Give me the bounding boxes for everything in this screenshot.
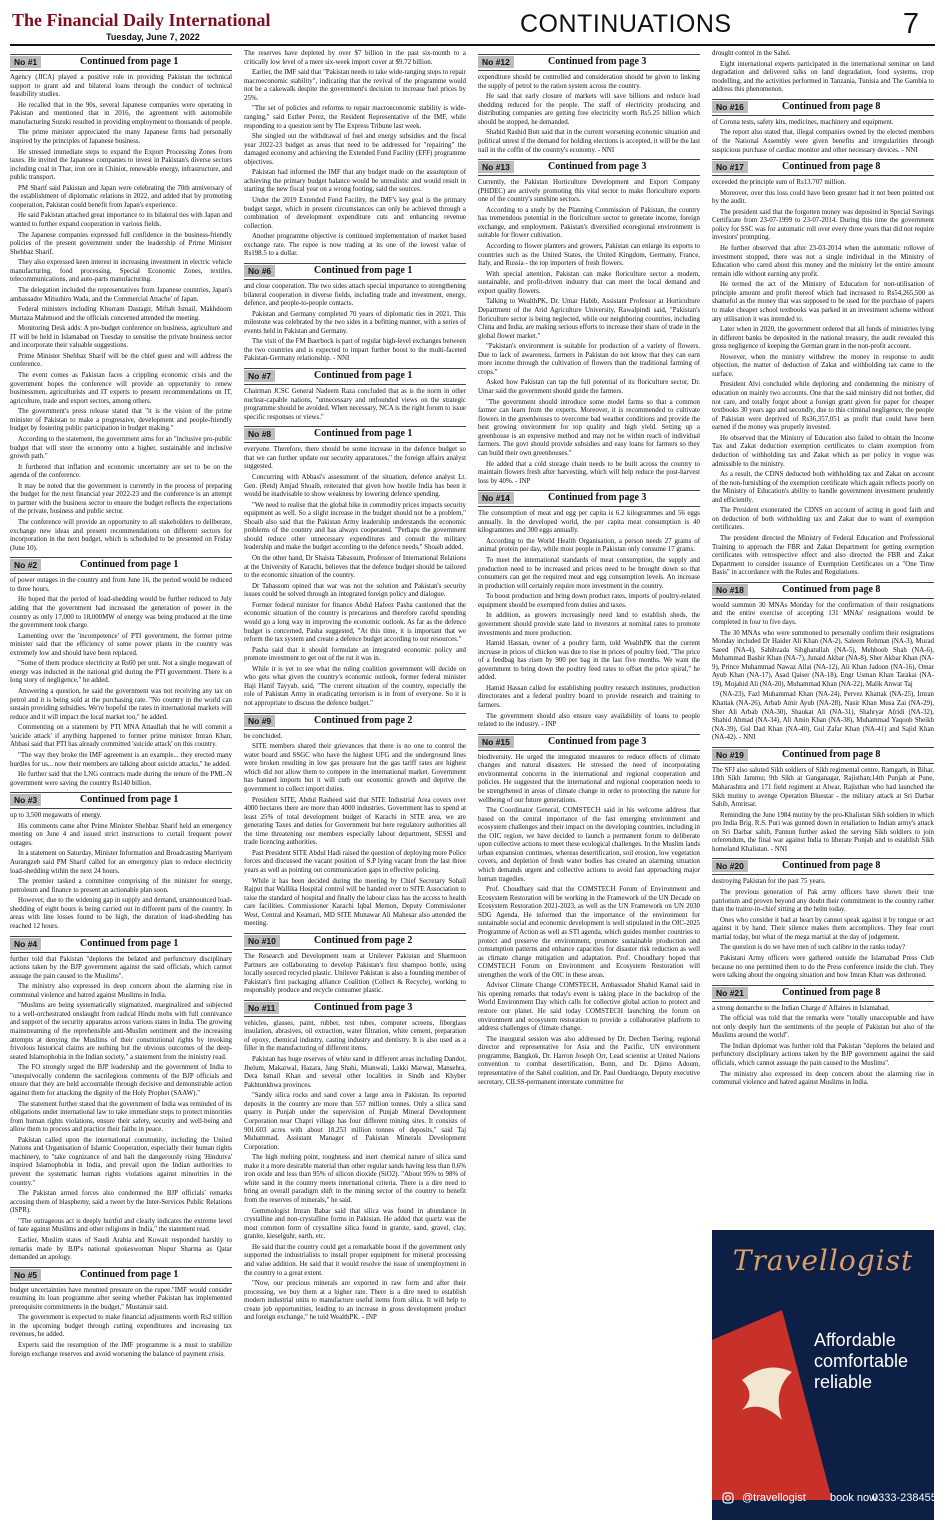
article-paragraph: exceeded the principle sum of Rs13.707 million. (712, 179, 846, 187)
article-paragraph: Lamenting over the 'incompetence' of PTI government, the former prime minister said that the efficiency of some power plants in the country was extremely low and should have been replaced. (10, 632, 232, 657)
article-paragraph: In addition, as growers increasingly need land to establish sheds, the government should provide state land to investors at nominal rates to promote investments and more production. (478, 612, 700, 637)
continuation-number: No #20 (712, 860, 748, 872)
article-paragraph: According to the statement, the government aims for an "inclusive pro-public budget that will steer the economy onto a higher, sustainable and inclusive growth path." (10, 435, 232, 461)
article-paragraph: of power outages in the country and from June 16, the period would be reduced to three hours. (10, 577, 232, 593)
column-1 (10, 50, 232, 1522)
continuation-number: No #15 (478, 736, 514, 748)
continuation-header (10, 792, 232, 809)
article-paragraph: "Pakistan's environment is suitable for production of a variety of flowers. Due to lack of awareness, farmers in Pakistan do not know that they can earn more income through the cultivation of flowers than the traditional farming of crops." (478, 343, 700, 376)
continued-from-label: Continued from page 3 (548, 161, 647, 173)
article-paragraph: The government should also ensure easy availability of loans to people related to the industry. - INP (478, 712, 700, 729)
continuation-section (10, 557, 232, 788)
article-paragraph: The government is expected to make financial adjustments worth Rs2 trillion in the upcoming budget through cutting expenditures and increasing tax revenues, he added. (10, 1314, 232, 1339)
continuation-number: No #13 (478, 161, 514, 173)
article-paragraph: "Sandy silica rocks and sand cover a large area in Pakistan. Its reported deposits in the country are more than 557 million tonnes. Only a silica sand quarry in Punjab under the supervision of Punjab Mineral Development Corporation near Chapri village has four different mining sites. It consists of 901.603 acres with about 18.253 million tonnes of deposits," said Taj Muhammad, Assistant Manager of Pakistan Minerals Development Corporation. (244, 1092, 466, 1151)
ad-brand-name: Travellogist (732, 1244, 914, 1277)
article-paragraph: They also expressed keen interest in increasing investment in electric vehicle manufacturing, food processing, Special Economic Zones, textiles, telecommunications, and auto-parts manufacturing. (10, 259, 232, 284)
continuation-header (10, 557, 232, 574)
article-paragraph: Asked how Pakistan can tap the full potential of its floriculture sector, Dr. Umar said the government should guide the farmers. (478, 379, 700, 395)
continuation-header (244, 1000, 466, 1017)
article-paragraph: He said that early closure of markets will save billions and reduce load shedding reduced for the people. The staff of electricity producing and distributing companies are getting free electricity worth Rs5.25 billion which should be stopped, he demanded. (478, 93, 700, 126)
continued-from-label: Continued from page 8 (782, 860, 881, 872)
continuation-header (712, 99, 934, 116)
continued-from-label: Continued from page 3 (314, 1001, 413, 1013)
ad-tagline-line: comfortable (814, 1351, 909, 1372)
article-paragraph: The SFJ also saluted Sikh soldiers of Sikh regimental centre, Ramgarh, in Bihar, 18th Sikh Jammu; 9th Sikh at Ganganagar, Rajisthan;14th Punjab at Pune, Maharashtra and 171 field regiment at Alwar, Rajisthan who had launched the Sikh mutiny to avenge Operation Bluestar - the military attack at Sri Darbar Sahib, Amritsar. (712, 766, 934, 809)
article-paragraph: Under the 2019 Extended Fund Facility, the IMF's key goal is the primary budget target, which in present circumstances can only be achieved through a combination of development expenditure cuts and enhancing revenue collection. (244, 197, 466, 230)
article-paragraph: Currently, the Pakistan Horticulture Development and Export Company (PHDEC) are actively promoting this vital sector to make floriculture exports one of the country's sunshine sectors. (478, 179, 700, 204)
continued-from-label: Continued from page 3 (548, 56, 647, 67)
continuation-section (478, 54, 700, 155)
continuation-header (712, 159, 934, 176)
article-paragraph: He recalled that in the 90s, several Japanese companies were operating in Pakistan and mentioned that in 2016, the agreement with automobile manufacturing Suzuki resulted in providing employment to thousands of people. (10, 101, 232, 126)
article-paragraph: of Corona tests, safety kits, medicines, machinery and equipment. (712, 118, 894, 126)
travellogist-advertisement[interactable] (712, 1230, 943, 1520)
article-paragraph: The conference will provide an opportunity to all stakeholders to deliberate, exchange new ideas and present recommendations on different sectors for incorporation in the next budget, which is scheduled to be presented on Friday (June 10). (10, 519, 232, 552)
article-paragraph: further told that Pakistan "deplores the belated and perfunctory disciplinary actions taken by the BJP government against the said officials, which cannot assuage the pain caused to the Muslims". (10, 955, 232, 980)
article-paragraph: According to a study by the Planning Commission of Pakistan, the country has tremendous potential in the floriculture sector to generate income, foreign exchange, and employment. Pakistan's diversified ecoregional environment is suitable for flower cultivation. (478, 206, 700, 240)
article-paragraph: The event comes as Pakistan faces a crippling economic crisis and the government hopes the conference will provide an opportunity to renew businessmen, agriculturists and IT experts to present recommendations on IT, agriculture, trade and export sectors, among others. (10, 372, 232, 405)
continued-from-label: Continued from page 1 (80, 794, 179, 806)
article-paragraph: budget uncertainties have mounted pressure on the rupee."IMF would consider resuming its loan programme after seeing whether Pakistan has implemented prerequisite commitments in the budget," Mustansir said. (10, 1286, 232, 1311)
continuation-number: No #5 (10, 1269, 41, 1281)
article-paragraph: Ones who consider it bad at heart by cannot speak against it by tongue or act against it by hand. Their silence makes them accomplices. They fear court martial today, but what of the mega martial at the day of judgement. (712, 916, 934, 941)
article-paragraph: The statement further stated that the government of India was reminded of its obligations under international law to take immediate steps to protect minorities from human rights violations, ensure their safety, security and well-being and allow them to process and practice their faiths in peace. (10, 1100, 232, 1134)
article-paragraph: The 30 MNAs who were summoned to personally confirm their resignations Monday included Dr Haider Ali Khan (NA-2), Saleem Rehman (NA-3), Murad Saeed (NA-4), Sahibzada Sibghatullah (NA-5), Mehboob Shah (NA-6), Muhammad Bashir Khan (NA-7), Junaid Akbar (NA-8), Sher Akbar Khan (NA-9), Prince Muhammad Nawaz Allai (NA-12), Ali Khan Jadoon (NA-16), Omar Ayub Khan (NA-17), Asad Qaiser (NA-18), Engr Usman Khan Tarakai (NA-19), Mujahid Ali (NA-20), Muhammad Khan (NA-22), Malik Anwar Taj (712, 629, 934, 688)
article-paragraph: The question is do we have men of such calibre in the ranks today? (720, 944, 906, 952)
continuation-header (712, 858, 934, 875)
article-paragraph: Experts said the resumption of the IMF programme is a must to stabilize foreign exchange reserves and avoid worsening the balance of payment crisis. (10, 1342, 232, 1358)
continued-from-label: Continued from page 1 (80, 559, 179, 571)
article-paragraph: He said Pakistan attached great importance to its bilateral ties with Japan and wanted to further expand cooperation in various fields. (10, 212, 232, 228)
masthead (10, 8, 935, 42)
continuation-number: No #14 (478, 492, 514, 504)
article-paragraph: drought control in the Sahel. (712, 50, 791, 57)
article-paragraph: Hamid Hassan called for establishing poultry research institutes, production directorates and a federal poultry board to provide research and training to farmers. (478, 684, 700, 709)
article-paragraph: Eight international experts participated in the international seminar on land degradation and delivered talks on land degradation, food systems, crop modelling, and the activities performed in Tanzania, Tunisia and The Gambia to address this phenomenon. (712, 60, 934, 94)
continuation-section (244, 933, 466, 996)
article-paragraph: The Research and Development team at Unilever Pakistan and Sharmoon Partners are collaborating to develop Pakistan's first shampoo bottle, using locally sourced recycled plastic. Unilever Pakistan is also a founding member of Pakistan's first packaging alliance Coalition (Collect & Recycle), working to responsibly produce and recycle consumer plastic. (244, 952, 466, 995)
continuation-header (712, 747, 934, 764)
article-paragraph: However, due to the widening gap in supply and demand, unannounced load-shedding of eight hours is being carried out in different parts of the country. In areas with line losses found to be high, the duration of load-shedding has reached 12 hours. (10, 897, 232, 930)
article-paragraph: The Indian diplomat was further told that Pakistan "deplores the belated and perfunctory disciplinary actions taken by the BJP government against the said officials, which cannot assuage the pain caused to the Muslims". (712, 1042, 934, 1067)
article-paragraph: Concurring with Abbasi's assessment of the situation, defence analyst Lt. Gen. (Retd) Amjad Shoaib, reiterated that given how hostile India has been it would be inadvisable to show weakness by lowering defence spending. (244, 473, 466, 499)
continuation-section (478, 490, 700, 730)
continuation-number: No #19 (712, 749, 748, 761)
issue-date: Tuesday, June 7, 2022 (106, 32, 200, 42)
article-paragraph: PM Sharif said Pakistan and Japan were celebrating the 70th anniversary of the establishment of diplomatic relations in 2022, and added that by promoting cooperation, Pakistan could benefit from Japan's experience. (10, 184, 232, 209)
continuation-number: No #11 (244, 1002, 279, 1014)
article-paragraph: Former federal minister for finance Abdul Hafeez Pasha cautioned that the economic situation of the country is precarious and therefore careful spending would go a long way in improving the economic outlook. As far as the defence budget is concerned, Pasha suggested, "At this time, it is important that we reform the tax system and create a defence budget according to our resources." (244, 601, 466, 644)
article-paragraph: In a statement on Saturday, Minister Information and Broadcasting Marriyum Aurangzeb said PM Sharif called for an emergency plan to reduce electricity load-shedding within the next 24 hours. (10, 850, 232, 875)
article-paragraph: up to 3,500 megawatts of energy. (10, 812, 102, 820)
article-paragraph: The visit of the FM Baerbock is part of regular high-level exchanges between the two countries and is expected to impart further boost to the multi-faceted Pakistan-Germany relationship. - NNI (244, 338, 466, 363)
article-paragraph: The Japanese companies expressed full confidence in the business-friendly policies of the present government under the leadership of Prime Minister Shehbaz Sharif. (10, 231, 232, 256)
article-paragraph: "The outrageous act is deeply hurtful and clearly indicates the extreme level of hate against Muslims and other religions in India," the statement read. (10, 1217, 232, 1234)
article-paragraph: Reminding the June 1984 mutiny by the pro-Khalistan Sikh soldiers in which pro India Brig. R.S. Puri was gunned down in retaliation to Indian army's attack on Sri Darbar sahib, Pannun further asked the serving Sikh soldiers to join referendum, the final war against India to liberate Punjab and to establish Sikh homeland Khalistan. - NNI (712, 811, 934, 853)
article-paragraph: Later when in 2020, the government ordered that all funds of ministries lying in different banks be deposited in the national treasury, the audit revealed this gross negligence of keeping the German grant in the non-profit account. (712, 326, 934, 351)
article-paragraph: While it is yet to see what the ruling coalition government will decide on who gets what given the country's economic outlook, former federal minister Haji Hanif Tayyab, said, "The current situation of the country, especially the role of Pakistan Army in eradicating terrorism is in front of everyone. So it is not appropriate to discuss the defence budget." (244, 665, 466, 707)
article-paragraph: Chairman JCSC General Nadeem Raza concluded that as is the norm in other nuclear-capable nations, "unnecessary and unfounded views on the strategic programme should be avoided. When necessary, NCA is the right forum to issue specific responses or views." (244, 388, 466, 421)
article-paragraph: Past President SITE Abdul Hadi raised the question of deploying more Police forces and discussed the vacant position of S.P lying vacant from the last three years as well as pointing out communication gaps in effective policing. (244, 849, 466, 874)
continuation-number: No #1 (10, 56, 41, 68)
article-paragraph: She singled out the withdrawal of fuel and energy subsidies and the fiscal year 2022-23 budget as areas that need to be addressed for "repairing" the damaged economy and achieving the Extended Fund Facility (EFF) programme objectives. (244, 133, 466, 166)
article-paragraph: The ministry also expressed its deep concern about the alarming rise in communal violence and hatred against Muslims in India. (712, 1070, 934, 1087)
continued-from-label: Continued from page 3 (548, 492, 647, 504)
continuation-section (244, 368, 466, 422)
continuation-number: No #17 (712, 161, 748, 173)
continued-from-label: Continued from page 8 (782, 986, 881, 998)
column-2 (244, 50, 466, 1522)
column-3 (478, 50, 700, 1522)
article-columns (10, 50, 943, 1522)
article-paragraph: "We need to realise that the global hike in commodity prices impacts security equipment as well. So a slight increase in the budget should not be a problem," Shoaib also said that the Pakistan Army leadership understands the economic problems of the country and has always cooperated. "Perhaps the government should reduce other unnecessary expenditures and consult the military leadership and make the budget according to the defence needs," Shoaib added. (244, 501, 466, 552)
continuation-number: No #3 (10, 794, 41, 806)
article-paragraph: While it has been decided during the meeting by Chief Secretary Sohail Rajput that Wallika Hospital control will be handed over to SITE Association to raise the standard of hospital and finally the labour class has the access to health care facilities. Commissioner Karachi Iqbal Memon, Deputy Commissioner West, Central and Keamari, MD SITE Munawar Ali Mahesar also attended the meeting. (244, 877, 466, 928)
continuation-number: No #18 (712, 584, 748, 596)
article-paragraph: Pakistan called upon the international community, including the United Nations and Organisation of Islamic Cooperation, especially their human rights machinery, to "take cognizance of and halt the dangerously rising 'Hindutva' inspired Islamophobia in India, and prevail upon the Indian authorities to prevent the systematic human rights violations against minorities in the country." (10, 1136, 232, 1187)
continuation-section (10, 936, 232, 1263)
continuation-number: No #12 (478, 56, 514, 68)
article-paragraph: To boost production and bring down product rates, imports of poultry-related equipment should be exempted from duties and taxes. (478, 593, 700, 609)
continuation-number: No #9 (244, 715, 275, 727)
article-paragraph: "Some of them produce electricity at Rs60 per unit. Not a single megawatt of energy was inducted in the national grid during the PTI government. There is a long story of negligence," he added. (10, 660, 232, 685)
ad-social-handle[interactable]: @travellogist (742, 1492, 806, 1504)
instagram-icon (722, 1492, 734, 1504)
continuation-section (712, 99, 934, 155)
continued-from-label: Continued from page 8 (782, 583, 881, 595)
article-paragraph: On the other hand, Dr Shaista Tabassum, Professor of International Relations at the University of Karachi, believes that the defence budget should be tailored to the economic situation of the country. (244, 555, 466, 580)
article-paragraph: Hamid Hassan, owner of a poultry farm, told WealthPK that the current increase in prices of chicken was due to rise in prices of poultry feed. "The price of a feedbag has risen by 900 per bag in the last five months. We want the government to bring down the poultry feed rates to offset the price spiral," he added. (478, 640, 700, 682)
article-paragraph: expenditure should be controlled and consideration should be given to linking the supply of petrol to the ration system across the country. (478, 74, 700, 90)
article-paragraph: He observed that the Ministry of Education also failed to obtain the Income Tax and Zakat deduction exemption certificates to claim exemption from deduction of withholding tax and Zakat which as per policy in vogue was admissible to the ministry. (712, 434, 934, 468)
continued-from-label: Continued from page 1 (80, 56, 179, 67)
continuation-number: No #21 (712, 987, 748, 999)
article-paragraph: President SITE, Abdul Rasheed said that SITE Industrial Area covers over 4000 hectares there are more than 4000 industries. Government has to spend at least 25% of total development budget of Karachi in SITE area, we are generating Taxes and duties for Government but here regulatory authorities all the time threatening our members especially labour department, SESSI and trade licencing authorities. (244, 796, 466, 847)
article-paragraph: The Coordinator General, COMSTECH said in his welcome address that based on the central importance of the fast emerging environment and ecosystem challenges and their impact on the developing countries, including in the OIC region, we have decided to launch a permanent forum to deliberate upon collective actions to meet these ecological challenges. In the Muslim lands urban expansion continues, whereas desertification, soil erosion, low vegetation covers, and depletion of fresh water bodies has created an alarming situation which demands urgent and collective actions to avoid fast approaching major human tragedies. (478, 807, 700, 883)
article-paragraph: The Pakistan armed forces also condemned the BJP officials' remarks accusing them of blasphemy, said a tweet by the Inter-Services Public Relations (ISPR). (10, 1190, 232, 1215)
continued-from-label: Continued from page 1 (80, 1268, 179, 1280)
article-paragraph: would summon 30 MNAs Monday for the confirmation of their resignations and the entire exercise of accepting 131 MNAs' resignations would be completed in four to five days. (712, 601, 934, 626)
article-paragraph: According to flower planters and growers, Pakistan can enlarge its exports to countries such as the United States, the United Kingdom, Germany, France, Italy, and Russia - the top importers of fresh flowers. (478, 243, 700, 268)
continuation-header (10, 936, 232, 953)
continuation-section (244, 1000, 466, 1323)
continued-from-label: Continued from page 8 (782, 100, 881, 112)
continuation-section (478, 734, 700, 1087)
continuation-header (712, 985, 934, 1002)
article-paragraph: The inaugural session was also addressed by Dr. Dechen Tsering, regional director and representative for Asia and the Pacific, UN environment programme, Bangkok, Dr. Harron Joseph Orr, Lead scientist at United Nations convention to combat desertification, Bonn, and Dr. Djimo Adoum, representative of the Sahel coalition, and Dr. Paul Ouedraogo, Deputy executive secretary, CILSS-permanent interstate committee for (478, 1035, 700, 1086)
article-paragraph: He said that the country could get a remarkable boost if the government only supported the industrialists to install proper equipment for mineral processing and value addition. He said that it would resolve the issue of unemployment in the country to a great extent. (244, 1243, 466, 1277)
ad-tagline-line: reliable (814, 1372, 873, 1393)
continuation-header (478, 159, 700, 176)
article-paragraph: Earlier, Muslim states of Saudi Arabia and Kuwait responded harshly to remarks made by BJP's national spokeswoman Nupur Sharma as Qatar demanded an apology. (10, 1236, 232, 1262)
continuation-section (712, 159, 934, 578)
article-paragraph: Pakistan and Germany completed 70 years of diplomatic ties in 2021. This milestone was celebrated by the two sides in a befitting manner, with a series of events held in Pakistan and Germany. (244, 310, 466, 335)
article-paragraph: He added that a cold storage chain needs to be built across the country to maintain flowers fresh after harvesting, which will help reduce the post-harvest loss by 40%. - INP (478, 460, 700, 485)
article-paragraph: The delegation included the representatives from Japanese countries, Japan's ambassador Mitsuhiro Wada, and the Commercial Attache' of Japan. (10, 286, 232, 303)
continued-from-label: Continued from page 1 (314, 264, 413, 276)
continuation-header (244, 368, 466, 385)
continuation-section (244, 50, 466, 259)
continuation-header (244, 426, 466, 443)
article-paragraph: Monitoring Desk adds: A pre-budget conference on business, agriculture and IT will be held in Islamabad on Tuesday to sensitise the private business sector and incorporate their valuable suggestions. (10, 325, 232, 350)
article-paragraph: everyone. Therefore, there should be some increase in the defence budget so that we can further update our security apparatuses," the foreign affairs analyst suggested. (244, 446, 466, 471)
article-paragraph: The reserves have depleted by over $7 billion in the past six-month to a critically low level of a mere six-week import cover at $9.72 billion. (244, 50, 466, 66)
continuation-section (712, 50, 934, 95)
continued-from-label: Continued from page 2 (314, 714, 413, 726)
ad-tagline (814, 1330, 932, 1394)
article-paragraph: With special attention, Pakistan can make floriculture sector a modern, sustainable, and profit-driven industry that can meet the local demand and export quality flowers. (478, 270, 700, 295)
article-paragraph: The FO strongly urged the BJP leadership and the government of India to "unequivocally condemn the sacrilegious comments of the BJP officials and ensure that they are held accountable through decisive and demonstrable action against them for attacking the dignity of the Holy Prophet (SAAW)." (10, 1064, 232, 1097)
article-paragraph: biodiversity. He urged the integrated measures to reduce effects of climate changes and natural disasters. He stressed the need of incorporating environmental concerns in the international and regional cooperation and policies. He suggested that the international and regional cooperation needs to be strengthened in areas of climate change in order to protecting the nature for wellbeing of our future generations. (478, 753, 700, 804)
article-paragraph: Talking to WealthPK, Dr. Umar Habib, Assistant Professor at Horticulture Department of the Arid Agriculture University, Rawalpindi said, "Pakistan's floriculture sector is being neglected, while our neighboring countries, including China and India, are making serious efforts to increase their share of trade in the global flower market." (478, 298, 700, 340)
page-number: 7 (902, 8, 919, 40)
article-paragraph: The official was told that the remarks were "totally unacceptable and have not only deeply hurt the sentiments of the people of Pakistan but also of the Muslims around the world". (712, 1015, 934, 1040)
article-paragraph: Agency (JICA) played a positive role in providing Pakistan the technical support to grant aid and bilateral loans through the conduct of technical feasibility studies. (10, 74, 232, 99)
article-paragraph: President Alvi concluded while deploring and condemning the ministry of education on mainly two accounts. One that the said ministry did not bother, did not care, and totally forgot about a foreign grant given for paper for cheaper textbooks 30 years ago and secondly, due to this criminal negligence, the people of Pakistan were deprived of Rs36,357,051 as profit that could have been earned if the money was properly invested. (712, 381, 934, 432)
continued-from-label: Continued from page 1 (314, 370, 413, 381)
article-paragraph: Another programme objective is continued implementation of market based exchange rate. The rupee is now trading at its one of the lowest value of Rs198.5 to a dollar. (244, 233, 466, 258)
article-paragraph: "The government should introduce some model farms so that a common farmer can learn from the experts. Moreover, it is recommended to cultivate flowers in the greenhouses to overcome bad weather conditions and provide the best growing environment for top quality and high yield. Setting up a greenhouse is an expensive method and may not be within reach of individual farmers. The govt should provide subsidies and easy loans for farmers so they can build their own greenhouses." (478, 398, 700, 457)
article-paragraph: Pakistan has huge reserves of white sand in different areas including Dandot, Jhelum, Makarwal, Hazara, Jang Shahi, Mianwali, Lakki Marwat, Mansehra, Dera Ismail Khan and several other localities in Sindh and Khyber Pakhtunkhwa provinces. (244, 1056, 466, 1089)
masthead-rule (10, 44, 935, 46)
article-paragraph: He further observed that after 23-03-2014 when the automatic rollover of investment stopped, there was not a single individual in the Ministry of Education who cared about this money and the ministry let the entire amount remain idle without earning any profit. (712, 245, 934, 278)
article-paragraph: As a result, the CDNS deducted both withholding tax and Zakat on account of the non-furnishing of the exemption certificate which again reflects poorly on the Ministry of Education's ability to handle government investment prudently and efficiently. (712, 471, 934, 504)
continuation-header (10, 1267, 232, 1284)
continued-from-label: Continued from page 8 (782, 748, 881, 760)
article-paragraph: The report also stated that, illegal companies owned by the elected members of the National Assembly were given benefits and irregularities through suspicious purchase of cardiac monitor and other necessary devices. - NNI (712, 129, 934, 154)
article-paragraph: Prof. Choudhary said that the COMSTECH Forum of Environment and Ecosystem Restoration will be working in the Framework of the UN Decade on Ecosystem Restoration 2021-2023, as well as the UN Framework on UN 2030 SDG Agenda. He informed that the importance of the environment for sustainable social and economic development is well stipulated in the OIC-2025 Programme of Action as well as STI agenda, which guides member countries to protect and preserve the environment, promote sustainable production and consumption patterns and enhance capacities for disaster risk reduction as well as climate change mitigation and adaptation. Prof. Choudhary hoped that COMSTECH Forum on Environment and Ecosystem Restoration will strengthen the work of the OIC in these areas. (478, 886, 700, 979)
article-paragraph: The premier tasked a committee comprising of the minister for energy, petroleum and finance to present an actionable plan soon. (10, 878, 232, 894)
continuation-number: No #10 (244, 935, 280, 947)
article-paragraph: The previous generation of Pak army officers have shown their true patriotism and proven beyond any doubt their commitment to the country rather than the traitor-in-chief sitting at the helm today. (712, 889, 934, 914)
continuation-section (712, 858, 934, 980)
continuation-header (478, 54, 700, 71)
continued-from-label: Continued from page 8 (782, 161, 881, 173)
continuation-number: No #7 (244, 370, 275, 382)
article-paragraph: Gemmologist Imran Babar said that silica was found in abundance in crystalline and non-crystalline forms in Pakistan. He added that quartz was the most common form of crystalline silica found in granite, sand, gravel, clay, granite, kieselguhr, earth, etc. (244, 1207, 466, 1241)
continuation-header (10, 54, 232, 71)
article-paragraph: Commenting on a statement by PTI MNA Attaullah that he will commit a 'suicide attack' if anything happened to former prime minister Imran Khan, Abbasi said that PTI has already committed 'suicide attack' on this country. (10, 724, 232, 749)
article-paragraph: vehicles, glasses, paint, rubber, test tubes, computer screens, fiberglass insulation, abrasives, oil extraction, water filtration, white cement, preparation of epoxy, chemical industry, casting industry and dentistry. It is also used as a filler in the manufacturing of different items. (244, 1019, 466, 1053)
article-paragraph: Federal ministers including Khurram Dastagir, Miftah Ismail, Makhdoom Murtaza Mahmood and the officials concerned attended the meeting. (10, 306, 232, 322)
continuation-header (244, 933, 466, 950)
continuation-section (244, 426, 466, 708)
continuation-section (478, 159, 700, 486)
article-paragraph: The president said that the forgotten money was deposited in Special Savings Certificate from 23-07-1999 to 23-07-2014. During this time the government policy for SSC was for automatic roll over every three years that did not require investors' prompting. (712, 208, 934, 242)
continuation-number: No #4 (10, 938, 41, 950)
article-paragraph: a strong demarche to the Indian Charge d' Affaires in Islamabad. (712, 1004, 890, 1012)
article-paragraph: He hoped that the period of load-shedding would be further reduced to July adding that the government had increased the generation of power in the country as only 17,000 to 18,000MW of energy was being produced at the time the government took charge. (10, 596, 232, 630)
ad-tagline-line: Affordable (814, 1330, 896, 1350)
continued-from-label: Continued from page 1 (80, 937, 179, 949)
article-paragraph: "Muslims are being systematically stigmatized, marginalized and subjected to a well-orchestrated onslaught from radical Hindu mobs with full connivance and support of the security apparatus across various states in India. The growing mainstreaming of the reprehensible anti-Muslim sentiment and the increasing attempts at denying the Muslims of their constitutional rights by invoking frivolous historical claims are nothing but the obvious outcomes of the deep-seated Islamophobia in the Indian society," a statement from the ministry read. (10, 1002, 232, 1061)
article-paragraph: It furthered that inflation and economic uncertainty are set to be on the agenda of the conference. (10, 463, 232, 480)
article-paragraph: The high melting point, toughness and inert chemical nature of silica sand make it a more desirable material than other regular sands having less than 0.6% iron oxide and less than 95% of silicon dioxide (SiO2). "About 95% to 98% of white sand in the country meets international criteria. There is a dire need to bring an overall paradigm shift in the mining sector of the country to benefit from the reserves of minerals," he said. (244, 1154, 466, 1204)
continuation-number: No #6 (244, 265, 275, 277)
continuation-number: No #2 (10, 559, 41, 571)
continued-from-label: Continued from page 3 (548, 735, 647, 747)
article-paragraph: The president directed the Ministry of Federal Education and Professional Training to approach the FBR and Zakat Department for getting exemption certificates with retrospective effect and also directed the FBR and Zakat Department to consider issuance of Exemption Certificates on a "One Time Basis" in accordance with the Rules and Regulations. (712, 535, 934, 577)
continuation-section (244, 713, 466, 929)
continued-from-label: Continued from page 2 (314, 934, 413, 946)
article-paragraph: be concluded. (244, 732, 283, 740)
article-paragraph: (NA-23), Fazl Muhammad Khan (NA-24), Pervez Khattak (NA-25), Imran Khattak (NA-26), Arbab Amir Ayub (NA-28), Nasir Khan Musa Zai (NA-29), Sher Ali Arbab (NA-30), Shaukat Ali (NA-31), Shahryar Afridi (NA-32), Shahid Ahmad (NA-34), Ali Amin Khan (NA-38), Muhammad Yaqoob Sheikh (NA-39), Gul Dad Khan (NA-40), Gul Zafar Khan (NA-41) and Sajid Khan (NA-42). - NNI (712, 691, 934, 742)
article-paragraph: "The way they broke the IMF agreement is an example... they erected many hurdles for us... now their members are talking about suicide attacks," he added. (10, 751, 232, 768)
continuation-header (244, 713, 466, 730)
continuation-section (712, 582, 934, 743)
continuation-header (712, 582, 934, 599)
article-paragraph: "The set of policies and reforms to repair macroeconomic stability is wide-ranging," said Esther Perez, the Resident Representative of the IMF, while responding to a question sent by The Express Tribune last week. (244, 105, 466, 130)
article-paragraph: It may be noted that the government is currently in the process of preparing the budget for the next financial year 2022-23 and the conference is an attempt to partner with the business sector to ensure the budget reflects the expectations of the private, business and public sector. (10, 482, 232, 516)
article-paragraph: According to the World Health Organisation, a person needs 27 grams of animal protein per day, while most people in Pakistan only consume 17 grams. (478, 537, 700, 554)
continuation-header (478, 734, 700, 751)
article-paragraph: and close cooperation. The two sides attach special importance to strengthening bilateral cooperation in diverse fields, including trade and investment, energy, defence, and people-to-people contacts. (244, 282, 466, 308)
continuation-header (244, 263, 466, 280)
article-paragraph: He termed the act of the Ministry of Education for non-utilisation of principle amount and profit thereof which had increased to Rs54,265,500 as shameful as the money that was supposed to be used for the purchase of papers to make cheaper school textbooks was parked in an investment scheme without any utilisation it was intended to. (712, 281, 934, 323)
continuation-number: No #8 (244, 428, 275, 440)
continuation-section (10, 792, 232, 931)
continuation-number: No #16 (712, 101, 748, 113)
continuation-section (10, 54, 232, 553)
article-paragraph: SITE members shared their grievances that there is no one to control the water board and SSGC who have the highest UFG and the underground lines were broken resulting in low gas pressure but the gas tariff rates are highest which did not allow them to compete in the international market. Government has banned imports but it will curb our economic growth and deprive the government to collect import duties. (244, 743, 466, 793)
article-paragraph: His comments came after Prime Minister Shehbaz Sharif held an emergency meeting on June 4 and issued strict instructions to curtail frequent power outages. (10, 822, 232, 847)
article-paragraph: The ministry also expressed its deep concern about the alarming rise in communal violence and hatred against Muslims in India. (10, 983, 232, 999)
article-paragraph: Earlier, the IMF said that "Pakistan needs to take wide-ranging steps to repair macroeconomic stability", indicating that the revival of the programme would not be a cakewalk despite the government's decision to increase fuel prices by 25%. (244, 69, 466, 102)
article-paragraph: He further said that the LNG contracts made during the tenure of the PML-N government were saving the country Rs140 billion. (10, 771, 232, 787)
ad-book-now[interactable]: book now (830, 1492, 878, 1504)
article-paragraph: Advisor Climate Change COMSTECH, Ambassador Shahid Kamal said in his opening remarks that today's event is taking place in the backdrop of the World Environment Day which calls for collective global action to protect and restore our planet. He said today COMSTECH launching the forum on environment and ecosystem restoration to provide a collaborative platform to address challenges of climate change. (478, 982, 700, 1033)
ad-phone-number[interactable]: 0333-2384550 (872, 1492, 943, 1504)
continuation-header (478, 490, 700, 507)
continuation-section (10, 1267, 232, 1360)
article-paragraph: The President exonerated the CDNS on account of acting in good faith and on deduction of both withholding tax and Zakat due to want of exemption certificates. (712, 507, 934, 532)
article-paragraph: Moreover, over this loss could have been greater had it not been pointed out by the audit. (712, 189, 934, 206)
article-paragraph: He stressed immediate steps to expand the Export Processing Zones from taxes. He invited the Japanese companies to invest in Pakistan's diverse sectors including coal in Thar, iron ore in Chiniot, renewable energy, infrastructure, and public transport. (10, 148, 232, 182)
continuation-section (712, 985, 934, 1088)
article-paragraph: The consumption of meat and egg per capita is 6.2 kilogrammes and 56 eggs annually. In the developed world, the per capita meat consumption is 40 kilogrammes and 300 eggs annually. (478, 510, 700, 535)
paper-name: The Financial Daily International (12, 10, 271, 30)
continuation-section (244, 263, 466, 364)
article-paragraph: Answering a question, he said the government was not receiving any tax on petrol and it is being sold at the purchasing rate. "No country in the world can sustain providing subsidies. We're hopeful the rates in international markets will reduce and it will impact the local market too," he added. (10, 688, 232, 721)
article-paragraph: Dr Tabassum opined that war was not the solution and Pakistan's security issues could be solved through an integrated foreign policy and dialogue. (244, 582, 466, 599)
article-paragraph: However, when the ministry withdrew the money in response to audit objection, the matter of deduction of Zakat and withholding tax came to the surface. (712, 353, 934, 378)
article-paragraph: Prime Minister Shehbaz Sharif will be the chief guest and will address the conference. (10, 352, 232, 369)
article-paragraph: The government's press release stated that "it is the vision of the prime minister of Pakistan to make a progressive, development and people-friendly budget by fostering public participation in budget making." (10, 408, 232, 433)
section-title: CONTINUATIONS (520, 10, 732, 38)
article-paragraph: Pakistani Army officers were gathered outside the Islamabad Press Club because no one permitted them to do the Press conference inside the club. They were talking about the ongoing situation and how Imran Khan was dethroned. (712, 954, 934, 980)
article-paragraph: Pakistan had informed the IMF that any budget made on the assumption of achieving the primary budget balance would be unrealistic and would result in starting the new fiscal year on a wrong footing, said the sources. (244, 169, 466, 194)
continued-from-label: Continued from page 1 (314, 428, 413, 440)
continuation-section (712, 747, 934, 855)
article-paragraph: Pasha said that it should formulate an integrated economic policy and promote investment to get out of the rut it was in. (244, 646, 466, 663)
article-paragraph: destroying Pakistan for the past 75 years. (712, 878, 826, 886)
article-paragraph: The prime minister appreciated the many Japanese firms had personally inspired by the principles of Japanese business. (10, 129, 232, 145)
article-paragraph: "Now, our precious minerals are exported in raw form and after their processing, we buy them at a higher rate. There is a dire need to establish modern industrial units to manufacture useful items from silica. It will help to create job opportunities, leading to an increase in gross development product and foreign exchange," he told WealthPK. - INP (244, 1280, 466, 1322)
article-paragraph: To meet the international standards of meat consumption, the supply and production need to be increased and prices need to be brought down so that consumers can get the required meat and egg consumption levels. An increase in production will certainly require more investment in the country. (478, 557, 700, 590)
article-paragraph: Shahid Rashid Butt said that in the current worsening economic situation and political unrest if the demand for holding elections is accepted, it will be the last nail in the coffin of the country's economy. - NNI (478, 129, 700, 154)
